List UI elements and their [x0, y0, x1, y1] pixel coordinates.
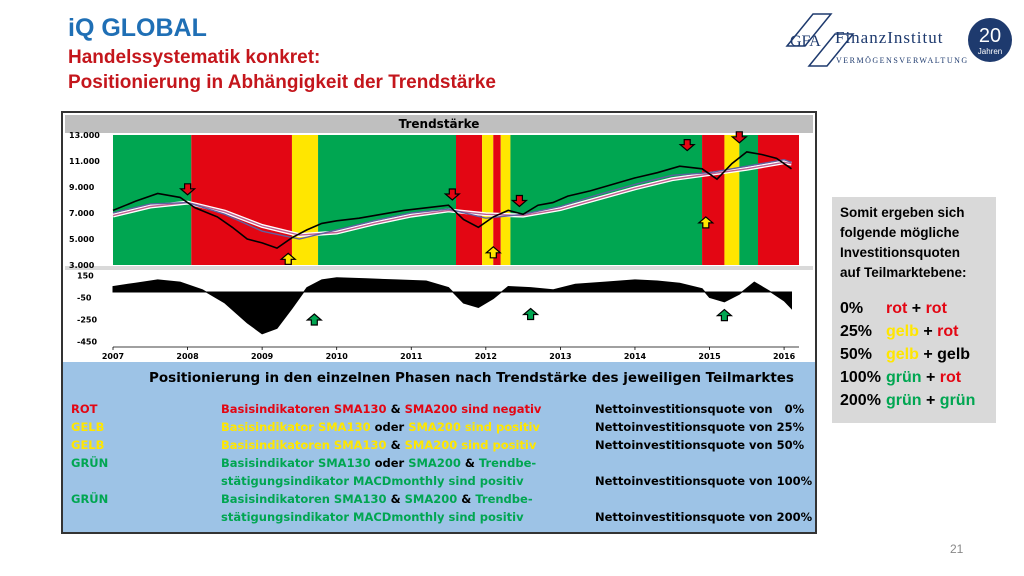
- quota-color-b: rot: [925, 300, 947, 317]
- gfa-logo-mark: GFA: [790, 33, 821, 50]
- trend-band-yellow: [482, 135, 493, 265]
- condition-text: Trendbe-: [478, 456, 537, 470]
- table-row-condition: [221, 420, 540, 434]
- x-tick-label: 2013: [549, 352, 572, 361]
- trend-band-yellow: [724, 135, 739, 265]
- panel-separator: [65, 266, 813, 270]
- table-row-condition: [221, 402, 541, 416]
- quota-percent: 100%: [840, 369, 881, 386]
- condition-text: Basisindikatoren SMA130: [221, 402, 391, 416]
- trend-band-red: [493, 135, 500, 265]
- condition-text: Basisindikator SMA130: [221, 456, 375, 470]
- trend-band-green: [318, 135, 456, 265]
- quota-color-b: gelb: [937, 346, 971, 363]
- table-row-condition: [221, 438, 536, 452]
- badge-number: 20: [978, 25, 1002, 47]
- badge-label: Jahren: [977, 47, 1003, 56]
- trend-band-yellow: [292, 135, 318, 265]
- quota-percent: 0%: [840, 300, 864, 317]
- x-tick-label: 2012: [474, 352, 497, 361]
- trend-band-red: [702, 135, 724, 265]
- trend-band-green: [113, 135, 191, 265]
- trend-band-red: [191, 135, 292, 265]
- upper-y-tick-label: 5.000: [69, 235, 95, 244]
- x-tick-label: 2016: [772, 352, 796, 361]
- quota-percent: 50%: [840, 346, 873, 363]
- condition-text: &: [390, 438, 405, 452]
- lower-y-tick-label: 150: [77, 271, 94, 281]
- lower-y-tick-label: -50: [77, 293, 92, 303]
- upper-y-tick-label: 13.000: [69, 131, 100, 140]
- logo-tagline: VERMÖGENSVERWALTUNG: [836, 56, 969, 65]
- info-box: [832, 197, 996, 423]
- table-row-label: GRÜN: [71, 456, 109, 470]
- x-tick-label: 2010: [325, 352, 348, 361]
- table-row-condition: [221, 456, 536, 470]
- info-quota-line: [840, 297, 988, 320]
- trend-band-green: [739, 135, 758, 265]
- condition-text: SMA200 sind positiv: [408, 420, 540, 434]
- condition-text: Basisindikatoren SMA130: [221, 492, 391, 506]
- x-tick-label: 2009: [250, 352, 274, 361]
- table-row-quota: Nettoinvestitionsquote von 100%: [595, 474, 813, 488]
- quota-color-b: rot: [937, 323, 959, 340]
- x-tick-label: 2011: [400, 352, 423, 361]
- quota-color-a: grün: [886, 392, 926, 409]
- info-quota-line: [840, 343, 988, 366]
- table-row-quota: Nettoinvestitionsquote von 25%: [595, 420, 805, 434]
- info-quota-line: [840, 320, 988, 343]
- condition-text: Trendbe-: [475, 492, 533, 506]
- info-intro-line: folgende mögliche: [840, 225, 960, 240]
- slide-title: iQ GLOBAL: [68, 14, 207, 42]
- trend-band-red: [456, 135, 482, 265]
- condition-text: &: [464, 456, 479, 470]
- x-tick-label: 2015: [698, 352, 721, 361]
- quota-operator: +: [923, 323, 938, 340]
- upper-y-tick-label: 7.000: [69, 209, 95, 218]
- upper-y-tick-label: 3.000: [69, 261, 95, 270]
- table-row-label: ROT: [71, 402, 98, 416]
- quota-color-b: rot: [939, 369, 962, 386]
- info-intro-line: Somit ergeben sich: [840, 205, 965, 220]
- upper-y-tick-label: 9.000: [69, 183, 95, 192]
- condition-text: SMA200 sind positiv: [404, 438, 537, 452]
- chart-title: Trendstärke: [398, 117, 480, 131]
- table-row-label: GELB: [71, 438, 105, 452]
- info-quota-line: [840, 389, 988, 412]
- quota-operator: +: [911, 300, 926, 317]
- table-row-quota: Nettoinvestitionsquote von 50%: [595, 438, 805, 452]
- x-tick-label: 2007: [101, 352, 125, 361]
- trend-band-yellow: [501, 135, 511, 265]
- quota-color-a: gelb: [886, 323, 924, 340]
- condition-text: SMA200: [408, 456, 465, 470]
- quota-percent: 200%: [840, 392, 881, 409]
- anniversary-badge: [968, 18, 1012, 62]
- page-number: 21: [950, 542, 964, 556]
- table-row-quota: Nettoinvestitionsquote von 200%: [595, 510, 813, 524]
- logo-name: FinanzInstitut: [835, 28, 944, 47]
- info-quota-line: [840, 366, 988, 389]
- condition-text: oder: [374, 456, 409, 470]
- condition-text: stätigungsindikator MACDmonthly sind positiv: [221, 474, 524, 488]
- quota-color-a: grün: [886, 369, 926, 386]
- condition-text: SMA200 sind negativ: [404, 402, 542, 416]
- table-heading: Positionierung in den einzelnen Phasen nach Trendstärke des jeweiligen Teilmarktes: [149, 370, 794, 386]
- condition-text: oder: [374, 420, 409, 434]
- table-row-label: GRÜN: [71, 492, 109, 506]
- trend-band-green: [510, 135, 702, 265]
- condition-text: &: [390, 492, 405, 506]
- table-row-label: GELB: [71, 420, 105, 434]
- upper-y-tick-label: 11.000: [69, 157, 100, 166]
- slide-subtitle-line2: Positionierung in Abhängigkeit der Trendstärke: [68, 72, 496, 93]
- info-intro-line: auf Teilmarktebene:: [840, 265, 967, 280]
- quota-percent: 25%: [840, 323, 873, 340]
- quota-operator: +: [923, 346, 938, 363]
- table-row-condition: [221, 474, 524, 488]
- slide-subtitle-line1: Handelssystematik konkret:: [68, 47, 321, 68]
- quota-color-b: grün: [939, 392, 976, 409]
- quota-color-a: gelb: [886, 346, 924, 363]
- condition-text: &: [390, 402, 405, 416]
- condition-text: SMA200: [404, 492, 462, 506]
- quota-operator: +: [926, 369, 940, 386]
- info-intro-line: Investitionsquoten: [840, 245, 961, 260]
- table-row-quota: Nettoinvestitionsquote von 0%: [595, 402, 805, 416]
- quota-color-a: rot: [886, 300, 912, 317]
- table-row-condition: [221, 492, 533, 506]
- trendstaerke-chart: [63, 113, 815, 362]
- x-tick-label: 2014: [623, 352, 647, 361]
- condition-text: stätigungsindikator MACDmonthly sind positiv: [221, 510, 524, 524]
- quota-operator: +: [926, 392, 940, 409]
- lower-y-tick-label: -250: [77, 315, 98, 325]
- positioning-table: [63, 362, 815, 532]
- condition-text: Basisindikatoren SMA130: [221, 438, 391, 452]
- condition-text: &: [461, 492, 476, 506]
- lower-y-tick-label: -450: [77, 337, 98, 347]
- condition-text: Basisindikator SMA130: [221, 420, 375, 434]
- table-row-condition: [221, 510, 524, 524]
- x-tick-label: 2008: [176, 352, 199, 361]
